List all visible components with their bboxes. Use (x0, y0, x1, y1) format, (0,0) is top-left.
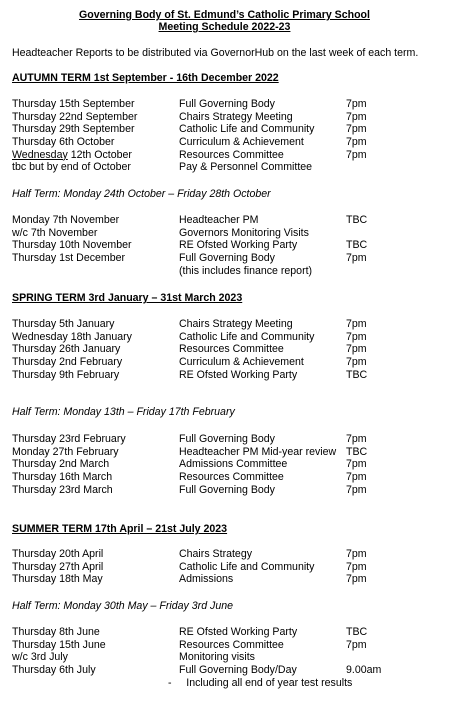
meeting-name: RE Ofsted Working Party (179, 626, 298, 638)
meeting-name: Monitoring visits (179, 651, 255, 664)
meeting-name: Chairs Strategy Meeting (179, 110, 293, 123)
meeting-time: 7pm (346, 98, 367, 110)
schedule-row (12, 98, 442, 111)
meeting-name: RE Ofsted Working Party (179, 239, 298, 252)
meeting-date: Thursday 2nd February (12, 356, 123, 369)
meeting-name: Curriculum & Achievement (179, 356, 304, 369)
summer-schedule-after-half-term (12, 626, 442, 677)
spring-half-term: Half Term: Monday 13th – Friday 17th February (12, 406, 235, 418)
meeting-time: 7pm (346, 471, 367, 484)
schedule-row (12, 356, 442, 369)
meeting-date: w/c 3rd July (12, 651, 68, 664)
meeting-date: Thursday 22nd September (12, 110, 138, 123)
schedule-row (12, 123, 442, 136)
meeting-time: 7pm (346, 330, 367, 343)
meeting-time: 7pm (346, 123, 367, 136)
meeting-date: Thursday 1st December (12, 252, 126, 265)
meeting-time: 7pm (346, 356, 367, 369)
meeting-name: Pay & Personnel Committee (179, 161, 313, 174)
schedule-row (12, 318, 442, 331)
schedule-row (12, 149, 442, 162)
meeting-name: Resources Committee (179, 638, 284, 651)
meeting-time: 7pm (346, 573, 367, 586)
meeting-name: Resources Committee (179, 148, 284, 161)
meeting-date: Thursday 23rd March (12, 483, 113, 496)
schedule-row (12, 573, 442, 586)
autumn-schedule (12, 98, 442, 174)
meeting-name: Headteacher PM Mid-year review (179, 445, 337, 458)
meeting-time: 7pm (346, 483, 367, 496)
meeting-date: Thursday 15th September (12, 98, 135, 110)
schedule-row (12, 343, 442, 356)
meeting-time: 7pm (346, 148, 367, 161)
meeting-name: Catholic Life and Community (179, 123, 315, 136)
autumn-term-heading: AUTUMN TERM 1st September - 16th December 2022 (12, 72, 279, 84)
document-subtitle: Meeting Schedule 2022-23 (158, 21, 291, 33)
spring-term-heading: SPRING TERM 3rd January – 31st March 2023 (12, 292, 243, 304)
meeting-date: Thursday 6th July (12, 664, 96, 677)
meeting-date: Thursday 27th April (12, 560, 104, 573)
meeting-name: Resources Committee (179, 343, 284, 356)
meeting-date: Monday 7th November (12, 214, 120, 226)
meeting-name: Full Governing Body (179, 252, 275, 265)
meeting-date: Thursday 2nd March (12, 458, 110, 471)
meeting-date: Wednesday 12th October (12, 148, 132, 161)
meeting-date: Thursday 23rd February (12, 433, 126, 445)
meeting-date: Thursday 16th March (12, 471, 113, 484)
meeting-name: Admissions (179, 573, 234, 586)
meeting-time: 7pm (346, 343, 367, 356)
meeting-name: Admissions Committee (179, 458, 288, 471)
meeting-time: 7pm (346, 110, 367, 123)
summer-term-heading: SUMMER TERM 17th April – 21st July 2023 (12, 523, 228, 535)
meeting-time: TBC (346, 368, 368, 381)
meeting-time: TBC (346, 214, 368, 226)
meeting-name: Resources Committee (179, 471, 284, 484)
schedule-row (12, 626, 442, 639)
meeting-name: Catholic Life and Community (179, 330, 315, 343)
meeting-time: 7pm (346, 548, 367, 560)
meeting-name: RE Ofsted Working Party (179, 368, 298, 381)
document-title: Governing Body of St. Edmund’s Catholic Primary School (79, 9, 370, 21)
schedule-row (12, 561, 442, 574)
schedule-row (12, 664, 442, 677)
meeting-time: 7pm (346, 318, 367, 330)
schedule-row (12, 471, 442, 484)
schedule-row (12, 548, 442, 561)
schedule-row (12, 227, 442, 240)
meeting-date: w/c 7th November (12, 226, 98, 239)
schedule-row (12, 239, 442, 252)
schedule-row (12, 458, 442, 471)
meeting-date: Thursday 26th January (12, 343, 121, 356)
meeting-date: Thursday 15th June (12, 638, 106, 651)
schedule-row (12, 639, 442, 652)
schedule-row (12, 446, 442, 459)
spring-schedule-after-half-term (12, 433, 442, 496)
schedule-row (12, 651, 442, 664)
meeting-name: Full Governing Body (179, 483, 275, 496)
meeting-date: Thursday 6th October (12, 136, 115, 149)
meeting-time: 7pm (346, 458, 367, 471)
schedule-row (12, 265, 442, 278)
meeting-time: TBC (346, 445, 368, 458)
meeting-time: TBC (346, 239, 368, 252)
meeting-name: Governors Monitoring Visits (179, 226, 309, 239)
meeting-date: Thursday 29th September (12, 123, 135, 136)
meeting-date: Wednesday 18th January (12, 330, 132, 343)
meeting-name: Curriculum & Achievement (179, 136, 304, 149)
schedule-row (12, 161, 442, 174)
meeting-name: Full Governing Body/Day (179, 664, 297, 677)
meeting-date: Thursday 20th April (12, 548, 104, 560)
meeting-date: Thursday 5th January (12, 318, 115, 330)
autumn-half-term: Half Term: Monday 24th October – Friday 28th October (12, 188, 271, 200)
autumn-schedule-after-half-term (12, 214, 442, 277)
schedule-row (12, 331, 442, 344)
meeting-time: 7pm (346, 560, 367, 573)
meeting-name: Chairs Strategy (179, 548, 253, 560)
meeting-time: 9.00am (346, 664, 382, 677)
schedule-row (12, 369, 442, 382)
meeting-name: Chairs Strategy Meeting (179, 318, 293, 330)
meeting-date: tbc but by end of October (12, 161, 131, 174)
meeting-name: Full Governing Body (179, 433, 275, 445)
meeting-time: TBC (346, 626, 368, 638)
summer-half-term: Half Term: Monday 30th May – Friday 3rd June (12, 600, 233, 612)
schedule-row (12, 252, 442, 265)
meeting-date: Thursday 8th June (12, 626, 100, 638)
meeting-name: (this includes finance report) (179, 264, 313, 277)
meeting-time: 7pm (346, 252, 367, 265)
meeting-date: Thursday 18th May (12, 573, 103, 586)
schedule-row (12, 136, 442, 149)
spring-schedule (12, 318, 442, 381)
schedule-row (12, 214, 442, 227)
schedule-row (12, 111, 442, 124)
schedule-row (12, 433, 442, 446)
meeting-time: 7pm (346, 638, 367, 651)
bullet-note: - Including all end of year test results (168, 677, 353, 689)
meeting-name: Full Governing Body (179, 98, 275, 110)
meeting-name: Catholic Life and Community (179, 560, 315, 573)
schedule-row (12, 484, 442, 497)
summer-schedule (12, 548, 442, 586)
meeting-date: Monday 27th February (12, 445, 119, 458)
meeting-name: Headteacher PM (179, 214, 259, 226)
meeting-date: Thursday 10th November (12, 239, 132, 252)
intro-note: Headteacher Reports to be distributed via GovernorHub on the last week of each term. (12, 47, 419, 59)
meeting-date: Thursday 9th February (12, 368, 120, 381)
meeting-time: 7pm (346, 136, 367, 149)
meeting-time: 7pm (346, 433, 367, 445)
